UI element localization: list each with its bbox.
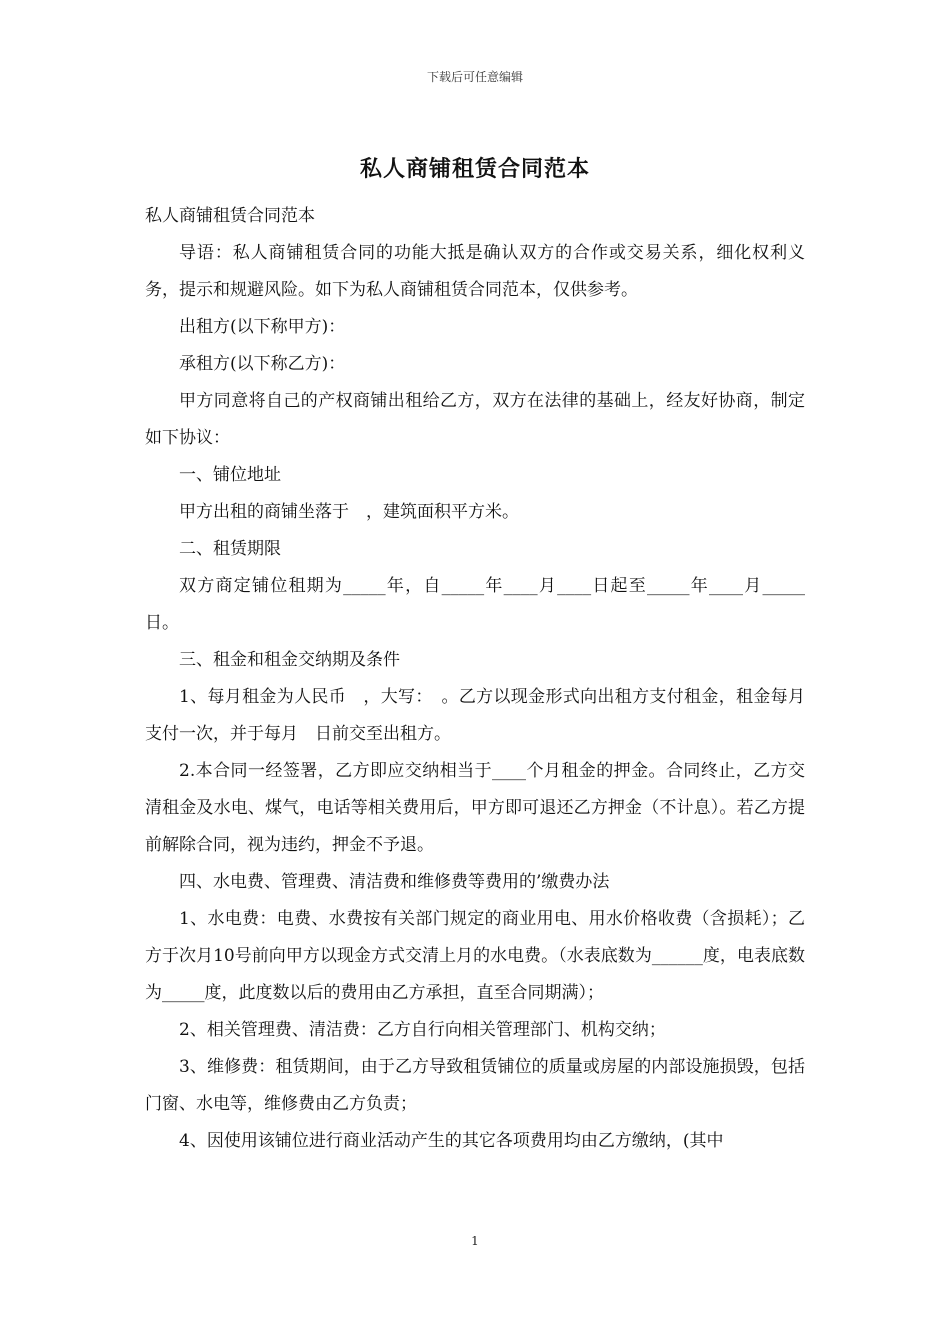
- section-heading-term: 二、租赁期限: [179, 539, 281, 559]
- management-fee-paragraph: 2、相关管理费、清洁费：乙方自行向相关管理部门、机构交纳；: [179, 1020, 666, 1040]
- other-fees-paragraph: 4、因使用该铺位进行商业活动产生的其它各项费用均由乙方缴纳，(其中: [179, 1131, 724, 1151]
- agreement-paragraph: 甲方同意将自己的产权商铺出租给乙方，双方在法律的基础上，经友好协商，制定如下协议：: [145, 391, 805, 448]
- document-title: 私人商铺租赁合同范本: [359, 156, 590, 182]
- utilities-paragraph: 1、水电费：电费、水费按有关部门规定的商业用电、用水价格收费（含损耗）；乙方于次月10号前向甲方以现金方式交清上月的水电费。（水表底数为______度，电表底数为_____度，此度数以后的费用由乙方承担，直至合同期满）；: [145, 909, 805, 1003]
- term-paragraph: 双方商定铺位租期为_____年，自_____年____月____日起至_____年____月_____日。: [145, 576, 805, 633]
- subtitle-paragraph: 私人商铺租赁合同范本: [145, 206, 315, 226]
- rent-paragraph: 1、每月租金为人民币 ，大写： 。乙方以现金形式向出租方支付租金，租金每月支付一次，并于每月 日前交至出租方。: [145, 687, 805, 744]
- header-note: 下载后可任意编辑: [426, 70, 523, 84]
- repair-fee-paragraph: 3、维修费：租赁期间，由于乙方导致租赁铺位的质量或房屋的内部设施损毁，包括门窗、水电等，维修费由乙方负责；: [145, 1057, 805, 1114]
- section-heading-fees: 四、水电费、管理费、清洁费和维修费等费用的’缴费办法: [179, 872, 610, 892]
- lessor-line: 出租方(以下称甲方)：: [179, 317, 346, 337]
- section-heading-address: 一、铺位地址: [179, 465, 281, 485]
- document-body: [145, 198, 805, 1160]
- lessee-line: 承租方(以下称乙方)：: [179, 354, 346, 374]
- intro-paragraph: 导语：私人商铺租赁合同的功能大抵是确认双方的合作或交易关系，细化权利义务，提示和规避风险。如下为私人商铺租赁合同范本，仅供参考。: [145, 243, 805, 300]
- section-heading-rent: 三、租金和租金交纳期及条件: [179, 650, 400, 670]
- deposit-paragraph: 2.本合同一经签署，乙方即应交纳相当于____个月租金的押金。合同终止，乙方交清租金及水电、煤气，电话等相关费用后，甲方即可退还乙方押金（不计息）。若乙方提前解除合同，视为违约，押金不予退。: [145, 761, 805, 855]
- page-number: 1: [471, 1234, 479, 1248]
- address-paragraph: 甲方出租的商铺坐落于 ，建筑面积平方米。: [179, 502, 519, 522]
